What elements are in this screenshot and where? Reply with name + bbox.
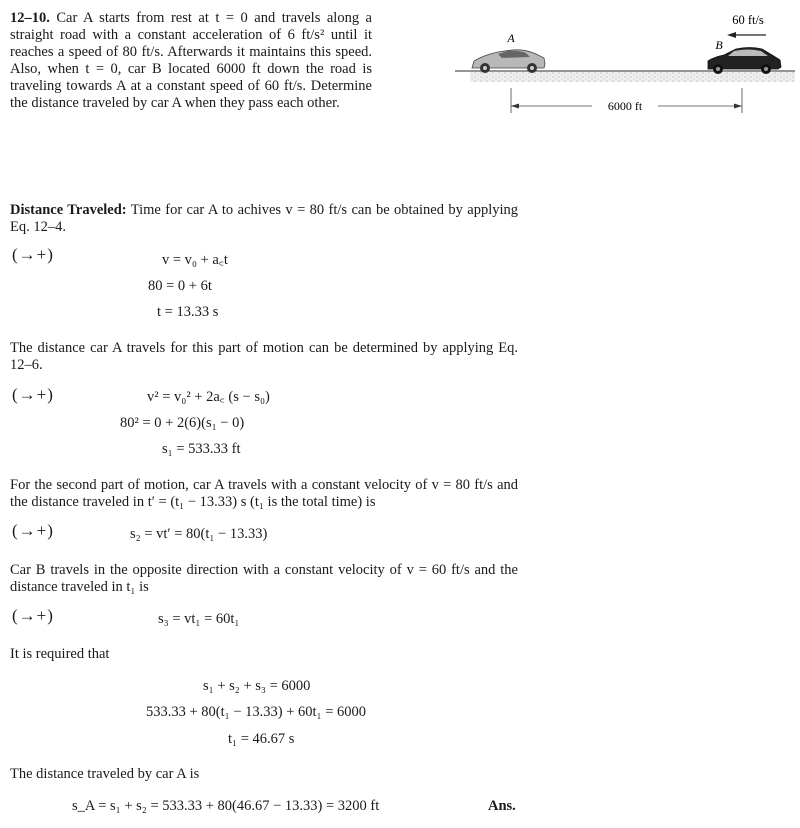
final-equation: s_A = s₁ + s₂ = 533.33 + 80(46.67 − 13.33) = 3200 ft xyxy=(72,798,380,814)
answer-label: Ans. xyxy=(488,798,516,814)
solution-para-4: Car B travels in the opposite direction with a constant velocity of v = 60 ft/s and the distance traveled in t₁ is xyxy=(10,562,518,595)
car-a-label: A xyxy=(507,31,515,45)
equation: 80² = 0 + 2(6)(s₁ − 0) xyxy=(120,415,245,431)
sign-convention: (→+) xyxy=(12,606,54,625)
direction-arrow-icon xyxy=(727,32,766,38)
solution-para-3: For the second part of motion, car A travels with a constant velocity of v = 80 ft/s and the distance traveled in t′ = (t₁ − 13.33) s (t₁ is the total time) is xyxy=(10,477,518,510)
solution-para-1 xyxy=(10,202,518,236)
problem-figure xyxy=(450,8,795,118)
sign-convention: (→+) xyxy=(12,385,54,404)
speed-label: 60 ft/s xyxy=(732,13,764,27)
equation: v = v₀ + a꜀t xyxy=(162,252,228,268)
sign-convention: (→+) xyxy=(12,245,54,264)
equation: 533.33 + 80(t₁ − 13.33) + 60t₁ = 6000 xyxy=(146,704,367,720)
equation: s₃ = vt₁ = 60t₁ xyxy=(158,611,240,627)
car-b-label: B xyxy=(715,38,723,52)
equation: t₁ = 46.67 s xyxy=(228,731,295,747)
para-1-text: Time for car A to achives v = 80 ft/s can be obtained by applying Eq. 12–4. xyxy=(10,202,518,235)
problem-statement xyxy=(10,10,372,112)
equation: 80 = 0 + 6t xyxy=(148,278,212,294)
equation: s₂ = vt′ = 80(t₁ − 13.33) xyxy=(130,526,268,542)
solution-para-2: The distance car A travels for this part of motion can be determined by applying Eq. 12–6. xyxy=(10,340,518,373)
problem-text: Car A starts from rest at t = 0 and travels along a straight road with a constant acceleration of 6 ft/s² until it reaches a speed of 80 ft/s. Afterwards it maintains this speed. Also, when t = 0, car B located 6000 ft down the road is traveling towards A at a constant speed of 60 ft/s. Determine the distance traveled by car A when they pass each other. xyxy=(10,10,372,111)
equation: s₁ + s₂ + s₃ = 6000 xyxy=(203,678,311,694)
equation: s₁ = 533.33 ft xyxy=(162,441,241,457)
distance-label: 6000 ft xyxy=(607,99,643,113)
equation: t = 13.33 s xyxy=(157,304,219,320)
solution-para-5: It is required that xyxy=(10,646,110,662)
sign-convention: (→+) xyxy=(12,521,54,540)
car-a-icon xyxy=(472,50,545,73)
road xyxy=(455,71,795,82)
problem-number: 12–10. xyxy=(10,10,50,26)
solution-para-6: The distance traveled by car A is xyxy=(10,766,200,782)
equation: v² = v₀² + 2a꜀ (s − s₀) xyxy=(147,389,270,405)
section-heading: Distance Traveled: xyxy=(10,202,127,218)
